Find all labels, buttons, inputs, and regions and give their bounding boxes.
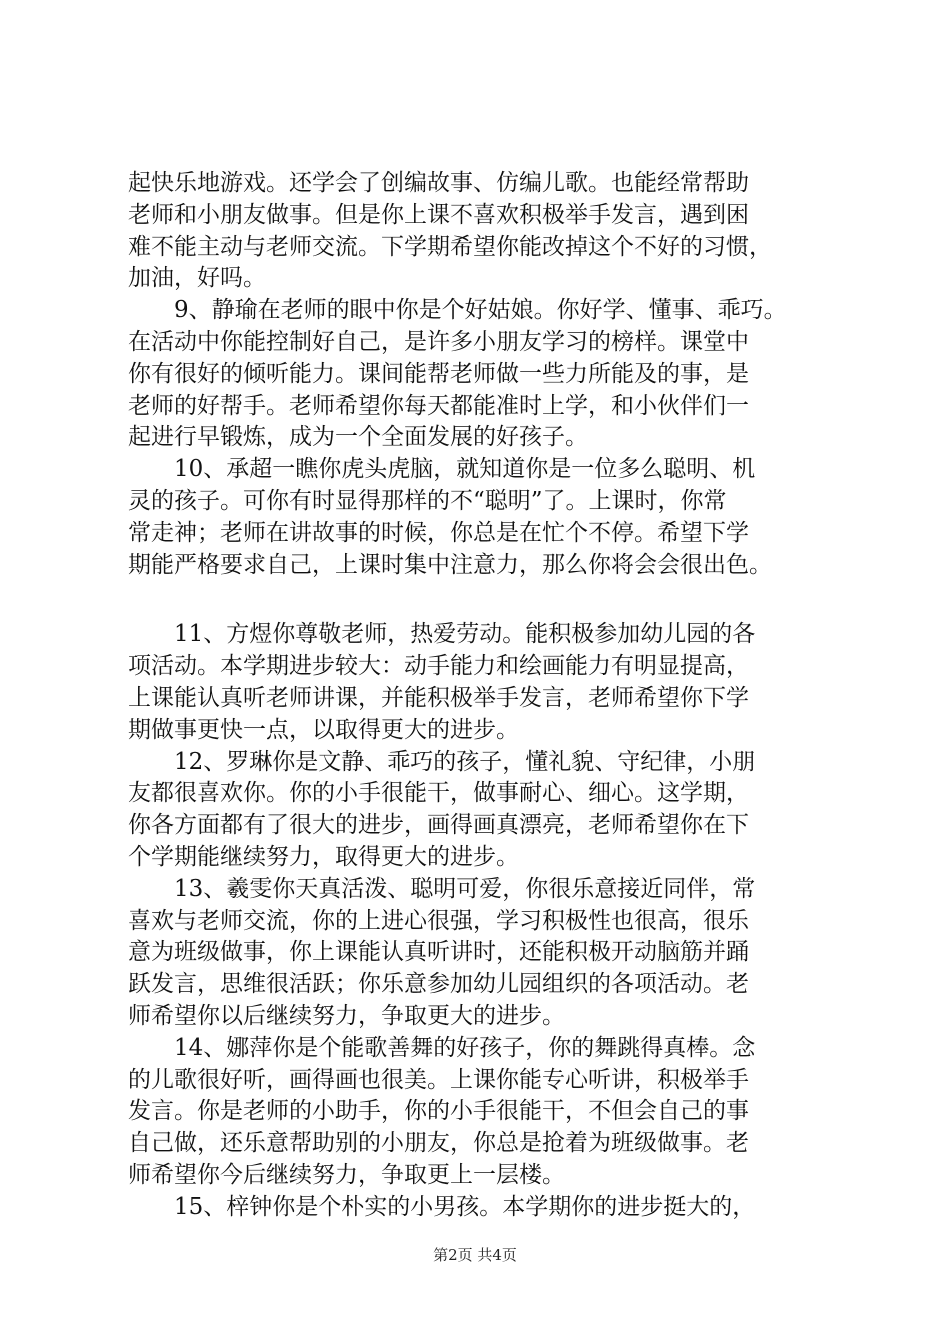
- paragraph-8-continued: [128, 168, 828, 295]
- text-line: 期能严格要求自己，上课时集中注意力，那么你将会会很出色。: [128, 551, 772, 578]
- text-line: 13、羲雯你天真活泼、聪明可爱，你很乐意接近同伴，常: [174, 875, 756, 902]
- paragraph-13: [128, 874, 828, 1033]
- paragraph-10: [128, 454, 828, 581]
- text-line: 师希望你今后继续努力，争取更上一层楼。: [128, 1161, 565, 1188]
- text-line: 9、静瑜在老师的眼中你是个好姑娘。你好学、懂事、乖巧。: [174, 297, 787, 324]
- text-line: 的儿歌很好听，画得画也很美。上课你能专心听讲，积极举手: [128, 1066, 749, 1093]
- text-line: 你有很好的倾听能力。课间能帮老师做一些力所能及的事，是: [128, 360, 749, 387]
- paragraph-spacer: [128, 581, 828, 619]
- text-line: 加油，好吗。: [128, 265, 266, 292]
- paragraph-14: [128, 1033, 828, 1192]
- text-line: 个学期能继续努力，取得更大的进步。: [128, 843, 519, 870]
- text-line: 老师和小朋友做事。但是你上课不喜欢积极举手发言，遇到困: [128, 201, 749, 228]
- text-line: 11、方煜你尊敬老师，热爱劳动。能积极参加幼儿园的各: [174, 621, 756, 648]
- text-line: 老师的好帮手。老师希望你每天都能准时上学，和小伙伴们一: [128, 392, 749, 419]
- text-line: 你各方面都有了很大的进步，画得画真漂亮，老师希望你在下: [128, 812, 749, 839]
- paragraph-9: [128, 295, 828, 454]
- text-line: 起快乐地游戏。还学会了创编故事、仿编儿歌。也能经常帮助: [128, 170, 749, 196]
- text-line: 上课能认真听老师讲课，并能积极举手发言，老师希望你下学: [128, 684, 749, 711]
- text-line: 10、承超一瞧你虎头虎脑，就知道你是一位多么聪明、机: [174, 456, 756, 483]
- paragraph-12: [128, 747, 828, 874]
- text-line: 项活动。本学期进步较大：动手能力和绘画能力有明显提高，: [128, 653, 749, 680]
- paragraph-11: [128, 619, 828, 746]
- text-line: 起进行早锻炼，成为一个全面发展的好孩子。: [128, 424, 588, 451]
- text-line: 意为班级做事，你上课能认真听讲时，还能积极开动脑筋并踊: [128, 939, 749, 966]
- text-line: 师希望你以后继续努力，争取更大的进步。: [128, 1002, 565, 1029]
- text-line: 12、罗琳你是文静、乖巧的孩子，懂礼貌、守纪律，小朋: [174, 748, 756, 775]
- page-number-footer: 第2页 共4页: [433, 1246, 517, 1264]
- text-line: 喜欢与老师交流，你的上进心很强，学习积极性也很高，很乐: [128, 907, 749, 934]
- text-line: 灵的孩子。可你有时显得那样的不“聪明”了。上课时，你常: [128, 487, 727, 514]
- text-line: 友都很喜欢你。你的小手很能干，做事耐心、细心。这学期，: [128, 780, 749, 807]
- text-line: 在活动中你能控制好自己，是许多小朋友学习的榜样。课堂中: [128, 328, 749, 355]
- text-line: 期做事更快一点，以取得更大的进步。: [128, 716, 519, 743]
- text-line: 常走神；老师在讲故事的时候，你总是在忙个不停。希望下学: [128, 519, 749, 546]
- text-line: 跃发言，思维很活跃；你乐意参加幼儿园组织的各项活动。老: [128, 971, 749, 998]
- text-line: 14、娜萍你是个能歌善舞的好孩子，你的舞跳得真棒。念: [174, 1034, 756, 1061]
- document-body: [128, 168, 828, 1224]
- text-line: 发言。你是老师的小助手，你的小手很能干，不但会自己的事: [128, 1098, 749, 1125]
- text-line: 自己做，还乐意帮助别的小朋友，你总是抢着为班级做事。老: [128, 1130, 749, 1157]
- text-line: 15、梓钟你是个朴实的小男孩。本学期你的进步挺大的，: [174, 1193, 756, 1220]
- paragraph-15: [128, 1192, 828, 1224]
- text-line: 难不能主动与老师交流。下学期希望你能改掉这个不好的习惯，: [128, 233, 772, 260]
